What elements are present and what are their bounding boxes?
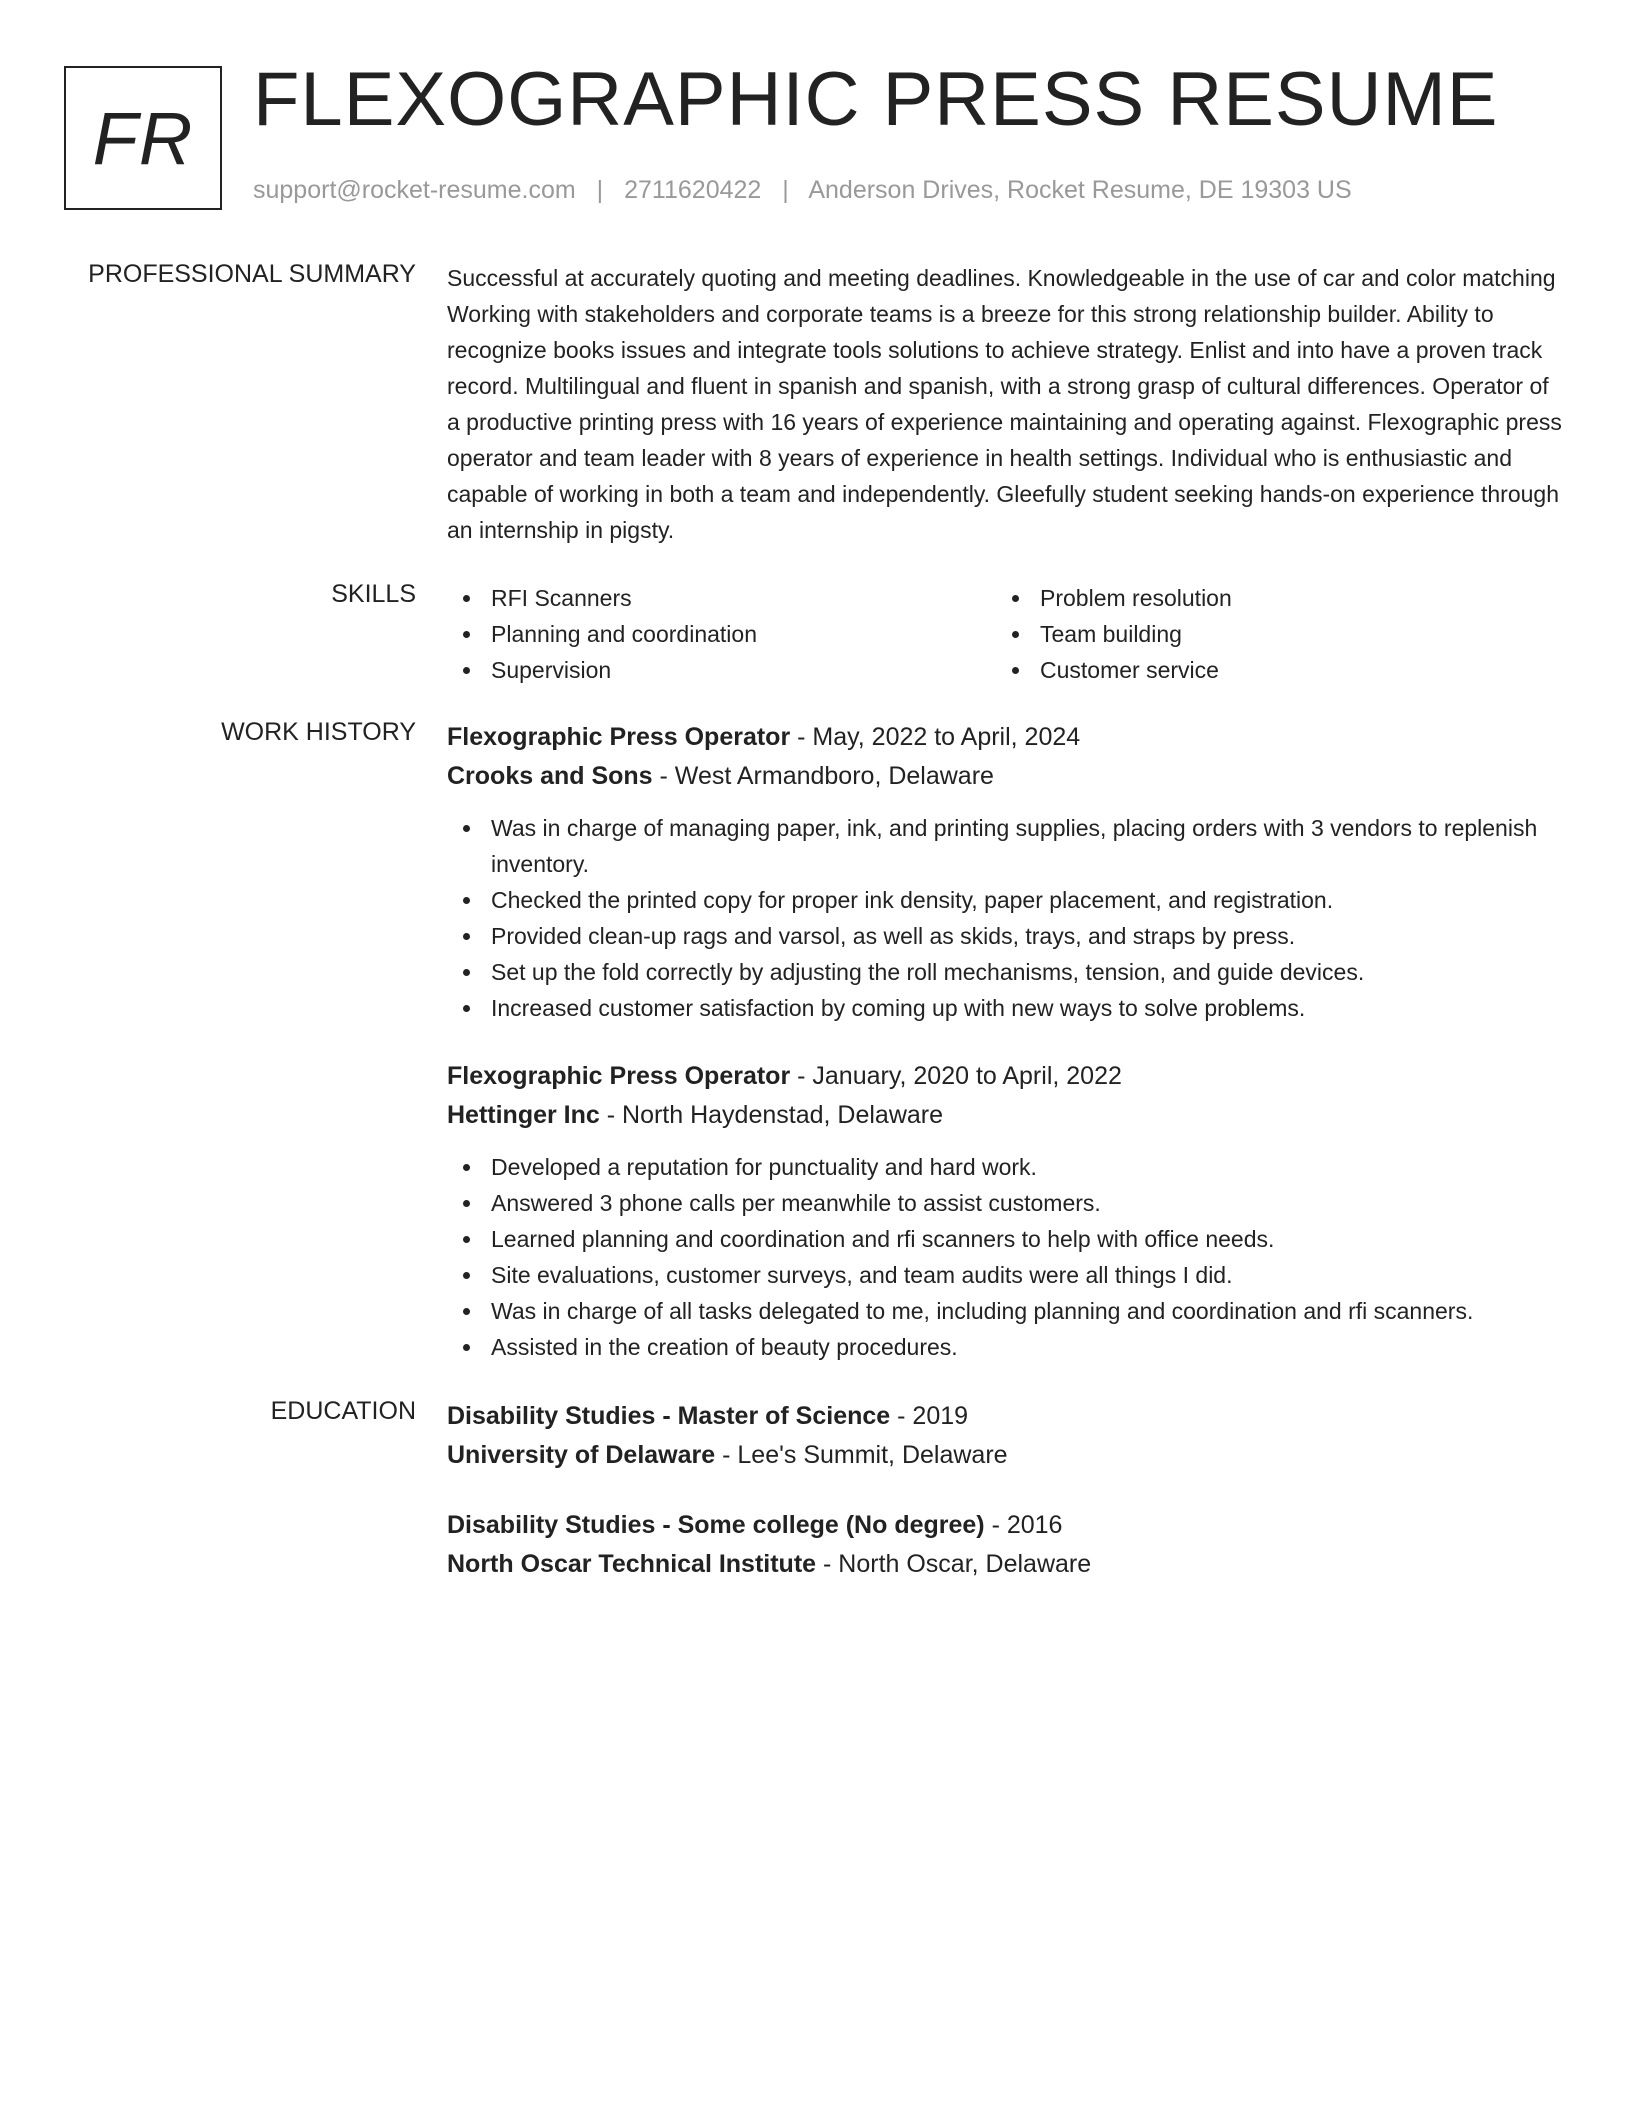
job-dates: - May, 2022 to April, 2024 — [790, 723, 1081, 751]
skill-item: Problem resolution — [996, 580, 1545, 616]
job-location: - North Haydenstad, Delaware — [599, 1101, 944, 1129]
skill-item: RFI Scanners — [447, 580, 996, 616]
job-title: Flexographic Press Operator — [447, 723, 791, 751]
job-company-line — [447, 757, 1562, 796]
job-bullet: Site evaluations, customer surveys, and team audits were all things I did. — [447, 1257, 1562, 1293]
job-title-line — [447, 1057, 1562, 1096]
job-bullets — [447, 1149, 1562, 1365]
degree-line — [447, 1397, 1562, 1436]
summary-text: Successful at accurately quoting and meeting deadlines. Knowledgeable in the use of car and color matching Working with stakeholders and corporate teams is a breeze for this strong relationship builder. Ability to recognize books issues and integrate tools solutions to achieve strategy. Enlist and into have a proven track record. Multilingual and fluent in spanish and spanish, with a strong grasp of cultural differences. Operator of a productive printing press with 16 years of experience maintaining and operating against. Flexographic press operator and team leader with 8 years of experience in health settings. Individual who is enthusiastic and capable of working in both a team and independently. Gleefully student seeking hands-on experience through an internship in pigsty. — [447, 265, 1562, 543]
section-label-skills: SKILLS — [331, 580, 416, 608]
job-bullet: Set up the fold correctly by adjusting the roll mechanisms, tension, and guide devices. — [447, 954, 1562, 990]
job-bullet: Was in charge of all tasks delegated to me, including planning and coordination and rfi scanners. — [447, 1293, 1562, 1329]
degree-year: - 2016 — [984, 1511, 1063, 1539]
degree-line — [447, 1506, 1562, 1545]
contact-email: support@rocket-resume.com — [253, 176, 576, 204]
job-title-line — [447, 718, 1562, 757]
job-bullet: Checked the printed copy for proper ink density, paper placement, and registration. — [447, 882, 1562, 918]
school-location: - Lee's Summit, Delaware — [715, 1441, 1008, 1469]
school-line — [447, 1545, 1562, 1584]
degree-title: Disability Studies - Some college (No degree) — [447, 1511, 985, 1539]
school-line — [447, 1436, 1562, 1475]
resume-title: FLEXOGRAPHIC PRESS RESUME — [253, 57, 1499, 142]
school-name: University of Delaware — [447, 1441, 716, 1469]
job-company-line — [447, 1096, 1562, 1135]
job-bullet: Developed a reputation for punctuality and hard work. — [447, 1149, 1562, 1185]
skill-item: Customer service — [996, 652, 1545, 688]
section-label-education: EDUCATION — [270, 1397, 416, 1425]
skill-item: Planning and coordination — [447, 616, 996, 652]
degree-year: - 2019 — [890, 1402, 969, 1430]
monogram-box — [64, 66, 222, 210]
degree-title: Disability Studies - Master of Science — [447, 1402, 891, 1430]
skills-list-right — [996, 580, 1545, 688]
contact-line — [253, 176, 1352, 205]
job-bullet: Assisted in the creation of beauty procedures. — [447, 1329, 1562, 1365]
job-bullet: Learned planning and coordination and rfi scanners to help with office needs. — [447, 1221, 1562, 1257]
contact-separator: | — [782, 176, 789, 204]
job-bullet: Was in charge of managing paper, ink, and printing supplies, placing orders with 3 vendors to replenish inventory. — [447, 810, 1562, 882]
job-company: Crooks and Sons — [447, 762, 653, 790]
school-name: North Oscar Technical Institute — [447, 1550, 817, 1578]
job-bullet: Answered 3 phone calls per meanwhile to assist customers. — [447, 1185, 1562, 1221]
job-bullet: Provided clean-up rags and varsol, as well as skids, trays, and straps by press. — [447, 918, 1562, 954]
contact-separator: | — [596, 176, 604, 204]
job-title: Flexographic Press Operator — [447, 1062, 791, 1090]
section-label-summary: PROFESSIONAL SUMMARY — [88, 260, 416, 288]
job-location: - West Armandboro, Delaware — [652, 762, 994, 790]
contact-address: Anderson Drives, Rocket Resume, DE 19303 US — [808, 176, 1352, 204]
job-company: Hettinger Inc — [447, 1101, 600, 1129]
skills-list-left — [447, 580, 996, 688]
job-bullet: Increased customer satisfaction by coming up with new ways to solve problems. — [447, 990, 1562, 1026]
job-entry — [447, 1057, 1562, 1365]
monogram-text: FR — [92, 96, 194, 180]
skill-item: Supervision — [447, 652, 996, 688]
section-label-work: WORK HISTORY — [221, 718, 416, 746]
job-bullets — [447, 810, 1562, 1026]
contact-phone: 2711620422 — [624, 176, 762, 204]
school-location: - North Oscar, Delaware — [816, 1550, 1092, 1578]
job-entry — [447, 718, 1562, 1026]
skill-item: Team building — [996, 616, 1545, 652]
job-dates: - January, 2020 to April, 2022 — [790, 1062, 1122, 1090]
